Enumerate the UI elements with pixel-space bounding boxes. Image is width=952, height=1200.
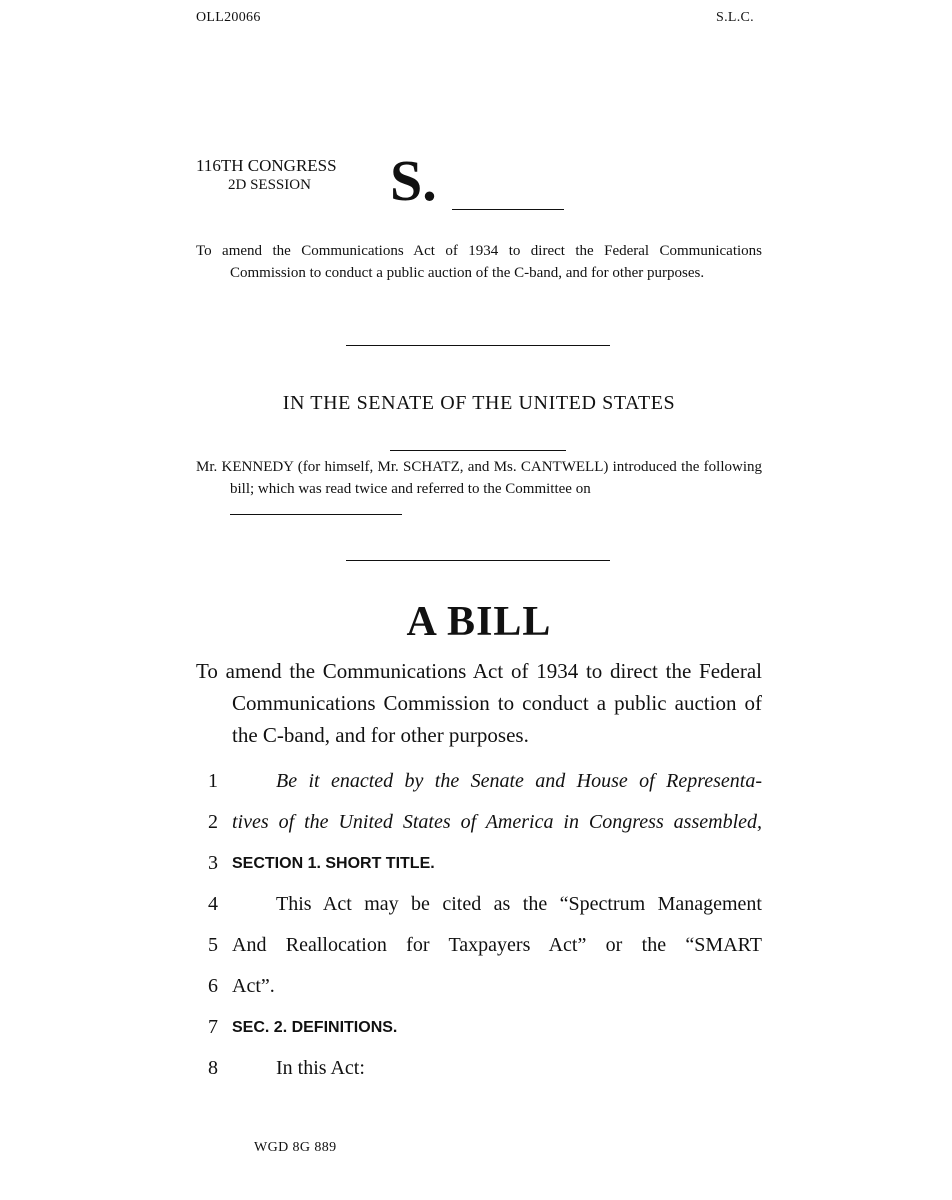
- divider-rule: [346, 560, 610, 561]
- committee-blank: [230, 514, 402, 515]
- divider-rule: [346, 345, 610, 346]
- long-purpose: To amend the Communications Act of 1934 to direct the Federal Communications Commission to conduct a public auction of the C-band, and for other purposes.: [196, 659, 762, 747]
- bill-number-blank: [452, 209, 564, 210]
- line-number: 5: [208, 934, 218, 956]
- document-id: OLL20066: [196, 10, 261, 25]
- enacting-clause-line: Be it enacted by the Senate and House of Representa-: [276, 770, 762, 792]
- introduction-statement: Mr. KENNEDY (for himself, Mr. SCHATZ, and Ms. CANTWELL) introduced the following bill; which was read twice and referred to the Committee on: [196, 459, 762, 497]
- enacting-clause-line: tives of the United States of America in Congress assembled,: [232, 811, 762, 833]
- line-number: 3: [208, 852, 218, 874]
- section-heading: SECTION 1. SHORT TITLE.: [232, 855, 435, 872]
- divider-rule-short: [390, 450, 566, 451]
- line-number: 7: [208, 1016, 218, 1038]
- chamber-heading: IN THE SENATE OF THE UNITED STATES: [282, 392, 676, 414]
- short-purpose: To amend the Communications Act of 1934 to direct the Federal Communications Commission to conduct a public auction of the C-band, and for other purposes.: [196, 243, 762, 281]
- line-number: 6: [208, 975, 218, 997]
- section-heading: SEC. 2. DEFINITIONS.: [232, 1019, 398, 1036]
- footer-code: WGD 8G 889: [254, 1140, 337, 1155]
- body-line: This Act may be cited as the “Spectrum Management: [276, 893, 762, 915]
- line-number: 1: [208, 770, 218, 792]
- line-number: 4: [208, 893, 218, 915]
- line-number: 2: [208, 811, 218, 833]
- session-label: 2D SESSION: [228, 177, 311, 193]
- body-line: In this Act:: [276, 1057, 365, 1079]
- bill-letter: S.: [390, 148, 437, 213]
- body-line: Act”.: [232, 975, 275, 997]
- office-code: S.L.C.: [716, 10, 754, 25]
- body-line: And Reallocation for Taxpayers Act” or the “SMART: [232, 934, 762, 956]
- bill-title: A BILL: [406, 599, 552, 645]
- line-number: 8: [208, 1057, 218, 1079]
- congress-label: 116TH CONGRESS: [196, 156, 337, 175]
